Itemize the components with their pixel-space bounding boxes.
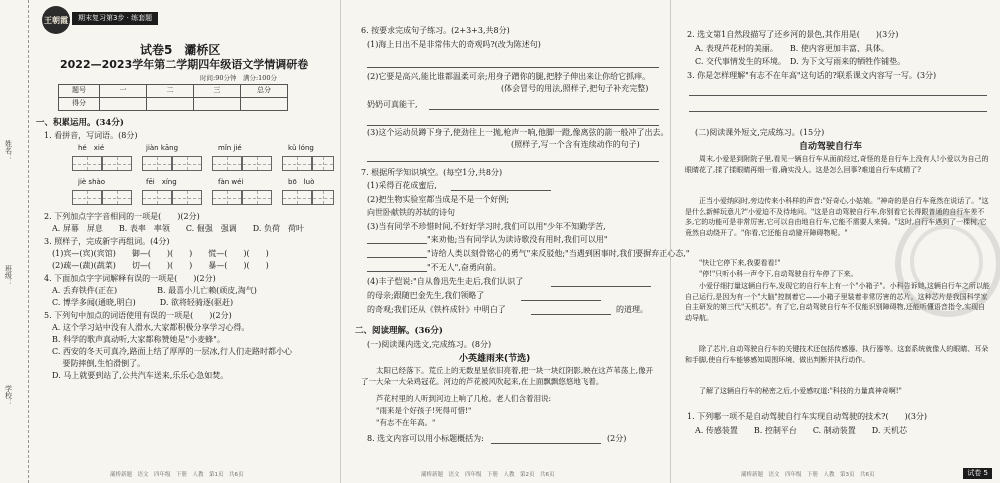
question-7-4-end: 的道理。 [616, 305, 648, 314]
question-5-option-c: C. 西安的冬天可真冷,路面上结了厚厚的一层冰,行人们走路时都小心 [52, 347, 293, 356]
page-1 [0, 0, 340, 483]
reading-2-heading: (二)阅读课外短文,完成练习。(15分) [695, 128, 825, 137]
answer-line[interactable] [367, 124, 659, 126]
writing-grid[interactable] [212, 190, 242, 205]
story-paragraph: 小爱仔细打量这辆自行车,发现它的自行车上有一个"小箱子"。小科告诉她,这辆自行车之所以能自己运行,是因为有一个"大脑"控制着它——小箱子里装着非常厉害的芯片。这种芯片是我国科学家自主研发的第三代"天机芯"。有了它,自动驾驶自行车不仅能识别障碍物,还能听懂语音指令,实现自动导航。 [685, 282, 990, 322]
question-11-options: A. 传感装置 B. 控制平台 C. 制动装置 D. 天机芯 [695, 426, 907, 435]
answer-line[interactable] [367, 160, 659, 162]
question-7-3: (3)当有同学不珍惜时间,不好好学习时,我们可以用"少年不知勤学苦, [367, 222, 606, 231]
writing-grid[interactable] [212, 156, 242, 171]
question-9-options-1: A. 表现芦花村的美丽。 B. 使内容更加丰富、具体。 [695, 44, 889, 53]
answer-line[interactable] [367, 270, 427, 272]
watermark-seal-inner-icon [910, 225, 983, 298]
question-7-2: (2)把生物实验室都当成是不是一个好例; [367, 195, 510, 204]
pinyin: kǔ lóng [288, 144, 314, 152]
question-7-3-cont3: "不无人",奋勇向前。 [427, 263, 501, 272]
reading-1-heading: (一)阅读课内选文,完成练习。(8分) [367, 340, 492, 349]
question-5-option-b: B. 科学的歌声真动听,大家都称赞她是"小麦蜂"。 [52, 335, 225, 344]
publisher-logo: 王朝霞 [42, 6, 70, 34]
story-paragraph: 芦花村里的人听到河边上响了几枪。老人们含着泪说: [376, 394, 552, 403]
writing-grid[interactable] [142, 190, 172, 205]
answer-line[interactable] [521, 299, 601, 301]
writing-grid[interactable] [172, 190, 202, 205]
question-8-points: (2分) [607, 434, 627, 443]
answer-line[interactable] [531, 313, 611, 315]
answer-line[interactable] [689, 94, 987, 96]
answer-line[interactable] [491, 442, 601, 444]
pinyin: fēi xíng [146, 178, 177, 186]
story-paragraph: 除了芯片,自动驾驶自行车的关键技术还包括传感器、执行器等。这套系统就像人的眼睛、耳朵和手脚,使自行车能够感知周围环境、做出判断并执行动作。 [685, 345, 989, 364]
score-row-label: 得分 [59, 98, 100, 111]
score-header: 题号 [59, 85, 100, 98]
question-9-options-2: C. 交代事情发生的环境。 D. 为下文写雨来的牺牲作铺垫。 [695, 57, 906, 66]
question-5-option-d: D. 马上就要到站了,公共汽车送来,乐乐心急如焚。 [52, 371, 229, 380]
writing-grid[interactable] [72, 156, 102, 171]
writing-grid[interactable] [102, 156, 132, 171]
page-footer: 灞桥新题 语文 四年级 下册 人教 第1页 共6页 [110, 471, 244, 478]
school-label: 学校： [4, 385, 13, 406]
answer-line[interactable] [451, 189, 551, 191]
pinyin: hé xié [78, 144, 105, 152]
exam-title: 试卷5 灞桥区 [140, 43, 221, 57]
score-table [58, 84, 288, 111]
writing-grid[interactable] [102, 190, 132, 205]
question-10: 3. 你是怎样理解"有志不在年高"这句话的?联系课文内容写一写。(3分) [687, 71, 937, 80]
score-cell[interactable] [147, 98, 194, 111]
question-7-1: (1)采得百花成蜜后, [367, 181, 437, 190]
score-header: 一 [100, 85, 147, 98]
question-7-4-cont2: 的奇观;我们还从《铁杵成针》中明白了 [367, 305, 506, 314]
writing-grid[interactable] [282, 156, 312, 171]
story-paragraph: 正当小爱纳闷时,旁边传来小科样的声音:"好奇心,小姑娘。"神奇的是自行车竟然在说话了。"这是什么新鲜玩意儿?"小爱迫不及待地问。"这是自动驾驶自行车,你别看它长得跟普通的自行车差不多,它的功能可是非常厉害,它可以自由地自行车,它能不需要人来骑。"这时,自行车遇到了一棵树,它竟然自动绕开了。"你看,它还能自动避开障碍物呢。" [685, 197, 989, 237]
question-6-3: (3)这个运动员蹲下身子,使劲往上一抛,枪声一响,他脚一蹬,像离弦的箭一般冲了出去。 [367, 128, 669, 137]
pinyin: jiàn kāng [146, 144, 179, 152]
story-paragraph: "雨来是个好孩子!死得可惜!" [376, 406, 472, 415]
question-7-4-cont: 的母亲;跟随巴金先生,我们领略了 [367, 291, 485, 300]
story-paragraph: 太阳已经落下。荒丘上的无数星星依旧亮着,把一块一块红阴影,映在这芦苇荡上,像开了一大朵一大朵鸡冠花。河边的芦花被风吹起来,在上面飘飘悠悠地飞着。 [361, 366, 654, 386]
answer-line[interactable] [367, 256, 427, 258]
exam-subtitle: 2022—2023学年第二学期四年级语文学情调研卷 [60, 58, 309, 71]
question-6-1: (1)海上日出不是非常伟大的奇观吗?(改为陈述句) [367, 40, 541, 49]
question-2: 2. 下列加点字字音相同的一项是( )(2分) [44, 212, 200, 221]
writing-grid[interactable] [282, 190, 312, 205]
score-cell[interactable] [194, 98, 241, 111]
question-6-2-hint: (体会冒号的用法,照样子,把句子补充完整) [501, 84, 649, 93]
question-7-3-cont2: "诗给人类以刻骨铭心的勇气"来反驳他;"当遇到困事时,我们要摒弃正心态," [427, 249, 690, 258]
writing-grid[interactable] [72, 190, 102, 205]
question-6-2-stem: 奶奶可真能干, [367, 100, 418, 109]
writing-grid[interactable] [242, 190, 272, 205]
answer-line[interactable] [367, 242, 427, 244]
question-6: 6. 按要求完成句子练习。(2+3+3,共8分) [361, 26, 510, 35]
question-9: 2. 选文第1自然段描写了还乡河的景色,其作用是( )(3分) [687, 30, 899, 39]
writing-grid[interactable] [142, 156, 172, 171]
answer-line[interactable] [429, 108, 659, 110]
writing-grid[interactable] [312, 190, 334, 205]
question-6-3-hint: (照样子,写一个含有连续动作的句子) [511, 140, 640, 149]
story-paragraph: "停!"只听小科一声令下,自动驾驶自行车停了下来。 [699, 270, 858, 278]
question-11: 1. 下列哪一项不是自动驾驶自行车实现自动驾驶的技术?( )(3分) [687, 412, 928, 421]
question-4-options-1: A. 丢弃铁件(正在) B. 最喜小儿亡赖(顽皮,淘气) [52, 286, 257, 295]
question-5: 5. 下列句中加点的词语使用有误的一项是( )(2分) [44, 311, 232, 320]
question-4-options-2: C. 博学多闻(通晓,明白) D. 欲将轻骑逐(驱赶) [52, 298, 234, 307]
pinyin: mǐn jié [218, 144, 242, 152]
story-paragraph: 周末,小爱是到附院子里,看见一辆自行车从面前经过,奇怪的是自行车上没有人!小爱以为自己的眼睛花了,揉了揉眼睛再细一看,确实没人。这是怎么回事?难道自行车成精了? [685, 155, 989, 174]
page-footer: 灞桥新题 语文 四年级 下册 人教 第3页 共6页 [741, 471, 875, 478]
story-title: 自动驾驶自行车 [799, 142, 863, 152]
story-paragraph: 了解了这辆自行车的秘密之后,小爱感叹道:"科技的力量真神奇啊!" [699, 387, 902, 395]
question-6-2: (2)它要是高兴,能比谁都温柔可亲;用身子蹭你的腿,把脖子伸出来让你给它抓痒。 [367, 72, 651, 81]
page-2 [340, 0, 690, 483]
question-3: 3. 照样子，完成新字再组词。(4分) [44, 237, 170, 246]
pinyin: fàn wéi [218, 178, 244, 186]
question-2-options: A. 屏幕 屏息 B. 表率 率领 C. 倔强 强调 D. 负荷 荷叶 [52, 224, 304, 233]
question-7-2-cont: 向世卧献铁的苏轼的诗句 [367, 208, 455, 217]
story-title: 小英雄雨来(节选) [459, 354, 531, 364]
binding-margin [0, 0, 29, 483]
question-7: 7. 根据所学知识填空。(每空1分,共8分) [361, 168, 503, 177]
pinyin: jiè shào [78, 178, 106, 186]
section-2-heading: 二、阅读理解。(36分) [355, 326, 443, 336]
exam-meta: 时间:90分钟 满分:100分 [200, 74, 278, 82]
answer-line[interactable] [367, 66, 659, 68]
score-header: 二 [147, 85, 194, 98]
question-5-option-c-cont: 要防摔倒,生怕滑倒了。 [52, 359, 146, 368]
writing-grid[interactable] [242, 156, 272, 171]
score-cell[interactable] [100, 98, 147, 111]
answer-line[interactable] [689, 110, 987, 112]
score-cell[interactable] [241, 98, 288, 111]
exam-number-tag: 试卷 5 [963, 468, 992, 479]
writing-grid[interactable] [172, 156, 202, 171]
name-label: 姓名： [4, 140, 13, 161]
class-label: 班级： [4, 265, 13, 286]
answer-line[interactable] [551, 285, 651, 287]
score-header: 总分 [241, 85, 288, 98]
question-3-row-1: (1)宾—(宾)(宾馆) 御—( )( ) 慌—( )( ) [52, 249, 269, 258]
writing-grid[interactable] [312, 156, 334, 171]
question-8: 8. 选文内容可以用小标题概括为: [367, 434, 484, 443]
question-4: 4. 下面加点字字词解释有误的一项是( )(2分) [44, 274, 216, 283]
question-3-row-2: (2)疏—(蔬)(蔬菜) 切—( )( ) 暴—( )( ) [52, 261, 269, 270]
story-paragraph: "有志不在年高。" [376, 418, 436, 427]
score-header: 三 [194, 85, 241, 98]
question-5-option-a: A. 这个学习站中没有人滑水,大家都积极分享学习心得。 [52, 323, 250, 332]
series-banner: 期末复习第3步 · 练套题 [72, 12, 158, 25]
pinyin: bō luò [288, 178, 315, 186]
question-7-4: (4)丰子恺说:"自从鲁迅先生走后,我们认识了 [367, 277, 524, 286]
question-7-3-cont: "来劝他;当有同学认为读诗歌没有用时,我们可以用" [427, 235, 608, 244]
question-1: 1. 看拼音，写词语。(8分) [44, 131, 138, 140]
page-footer: 灞桥新题 语文 四年级 下册 人教 第2页 共6页 [421, 471, 555, 478]
story-paragraph: "快让它停下来,我要看看!" [699, 259, 781, 267]
section-1-heading: 一、积累运用。(34分) [36, 118, 124, 128]
